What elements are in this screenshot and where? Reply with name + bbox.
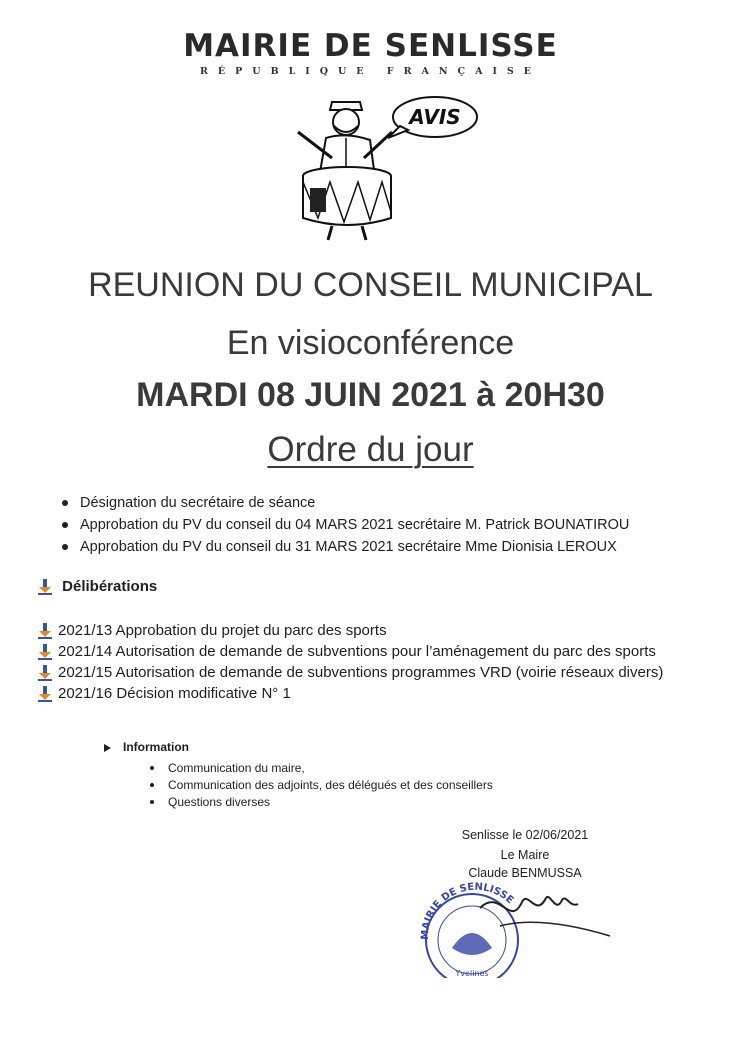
mairie-title: MAIRIE DE SENLISSE [183,28,558,64]
deliberation-item-text: 2021/13 Approbation du projet du parc des sports [58,622,387,639]
deliberation-item-text: 2021/16 Décision modificative N° 1 [58,685,291,702]
information-list [150,760,493,811]
deliberation-item-text: 2021/15 Autorisation de demande de subventions programmes VRD (voirie réseaux divers) [58,664,664,681]
information-heading [104,740,189,754]
deliberation-item-text: 2021/14 Autorisation de demande de subventions pour l’aménagement du parc des sports [58,643,656,660]
list-item [38,641,663,662]
bullet-icon [150,800,154,804]
republique-subtitle: RÉPUBLIQUE FRANÇAISE [200,66,541,77]
title-reunion: REUNION DU CONSEIL MUNICIPAL [88,266,653,304]
bullet-icon [150,783,154,787]
list-item [62,492,629,514]
down-arrow-icon [38,579,52,595]
list-item [62,536,629,558]
agenda-item-text: Approbation du PV du conseil du 04 MARS 2021 secrétaire M. Patrick BOUNATIROU [80,517,630,533]
information-item-text: Questions diverses [168,795,271,809]
deliberations-heading-text: Délibérations [62,578,158,595]
down-arrow-icon [38,686,52,702]
avis-bubble-text: AVIS [409,105,461,129]
information-item-text: Communication du maire, [168,761,305,775]
bullet-icon [62,522,68,528]
down-arrow-icon [38,644,52,660]
list-item [150,760,493,777]
signature-role: Le Maire [500,848,550,862]
title-visio: En visioconférence [226,324,515,362]
list-item [38,662,663,683]
list-item [38,683,663,704]
stamp-sub-text: Yvelines [455,969,489,978]
town-crier-illustration [270,92,480,242]
deliberations-list [38,620,663,704]
stamp-text: MAIRIE DE SENLISSE [419,881,516,941]
deliberations-heading [38,578,157,595]
bullet-icon [62,500,68,506]
bullet-icon [62,544,68,550]
title-ordre-du-jour: Ordre du jour [267,430,474,469]
down-arrow-icon [38,623,52,639]
mayor-stamp-signature [410,878,640,978]
information-item-text: Communication des adjoints, des délégués et des conseillers [168,778,493,792]
information-heading-text: Information [123,740,189,754]
agenda-list [62,492,629,558]
arrow-right-icon [104,744,111,752]
list-item [150,794,493,811]
bullet-icon [150,766,154,770]
list-item [38,620,663,641]
agenda-item-text: Approbation du PV du conseil du 31 MARS 2021 secrétaire Mme Dionisia LEROUX [80,539,617,555]
signature-name: Claude BENMUSSA [468,866,582,880]
list-item [150,777,493,794]
agenda-item-text: Désignation du secrétaire de séance [80,495,316,511]
title-date: MARDI 08 JUIN 2021 à 20H30 [136,376,605,414]
down-arrow-icon [38,665,52,681]
list-item [62,514,629,536]
signature-place-date: Senlisse le 02/06/2021 [461,828,589,842]
